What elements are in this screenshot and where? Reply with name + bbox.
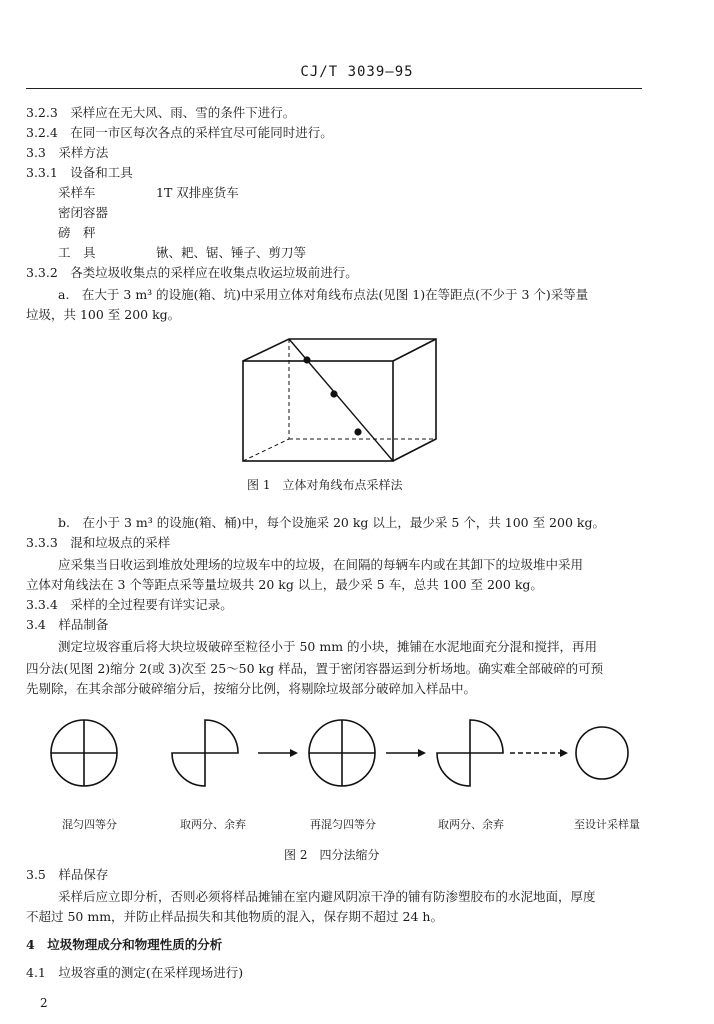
section-4-title: 4 垃圾物理成分和物理性质的分析 [26, 937, 223, 952]
cube-back-edges [243, 339, 436, 461]
sample-point-3 [354, 428, 361, 435]
section-3-4-line2: 四分法(见图 2)缩分 2(或 3)次至 25～50 kg 样品，置于密闭容器运到分析场地。确实难全部破碎的可预 [26, 661, 604, 676]
figure-2-label-2: 取两分、余弃 [180, 818, 246, 831]
equipment-name-4: 工 具 [58, 245, 96, 260]
step-3-quartered-circle [309, 720, 375, 786]
figure-2-caption: 图 2 四分法缩分 [284, 848, 380, 862]
section-3-4-title: 3.4 样品制备 [26, 617, 109, 632]
space-diagonal [289, 339, 393, 461]
clause-3-2-4: 3.2.4 在同一市区每次各点的采样宜尽可能同时进行。 [26, 125, 333, 140]
clause-4-1: 4.1 垃圾容重的测定(在采样现场进行) [26, 965, 244, 980]
cube-front-face [243, 361, 393, 461]
clause-3-3-4: 3.3.4 采样的全过程要有详实记录。 [26, 597, 233, 612]
section-3-5-title: 3.5 样品保存 [26, 867, 109, 882]
step-5-final-sample-circle [576, 727, 628, 779]
figure-2-label-3: 再混匀四等分 [310, 818, 376, 831]
step-1-quartered-circle [51, 720, 117, 786]
figure-2-quartering-diagram [40, 708, 640, 798]
clause-3-3-2: 3.3.2 各类垃圾收集点的采样应在收集点收运垃圾前进行。 [26, 265, 358, 280]
sample-point-2 [330, 390, 337, 397]
arrow-2 [386, 749, 426, 757]
cube-top-right-edge [393, 339, 436, 361]
header-rule [26, 88, 642, 89]
figure-2-label-4: 取两分、余弃 [438, 818, 504, 831]
step-2-two-quarters [172, 720, 238, 786]
section-3-4-line3: 先剔除，在其余部分破碎缩分后，按缩分比例，将剔除垃圾部分破碎加入样品中。 [26, 681, 477, 696]
clause-3-3-2-b: b. 在小于 3 m³ 的设施(箱、桶)中，每个设施采 20 kg 以上，最少采 5 个，共 100 至 200 kg。 [58, 515, 605, 530]
figure-1-cube-diagram [240, 336, 440, 466]
step-4-two-quarters [437, 720, 503, 786]
page-number: 2 [40, 996, 48, 1010]
standard-code-header: CJ/T 3039—95 [300, 64, 414, 80]
figure-2-label-1: 混匀四等分 [62, 818, 117, 831]
clause-3-3-3: 3.3.3 混和垃圾点的采样 [26, 535, 171, 550]
clause-3-3-1: 3.3.1 设备和工具 [26, 165, 133, 180]
equipment-name-3: 磅 秤 [58, 225, 96, 240]
figure-1-caption: 图 1 立体对角线布点采样法 [247, 478, 403, 492]
section-3-3-title: 3.3 采样方法 [26, 145, 109, 160]
equipment-name-2: 密闭容器 [58, 205, 109, 220]
sample-point-1 [303, 356, 310, 363]
dashed-arrow [510, 749, 568, 757]
clause-3-2-3: 3.2.3 采样应在无大风、雨、雪的条件下进行。 [26, 105, 296, 120]
section-3-5-line1: 采样后应立即分析，否则必须将样品摊铺在室内避风阴凉干净的铺有防渗塑胶布的水泥地面，厚度 [58, 889, 596, 904]
clause-3-3-3-line1: 应采集当日收运到堆放处理场的垃圾车中的垃圾，在间隔的每辆车内或在其卸下的垃圾堆中采用 [58, 557, 584, 572]
equipment-name-1: 采样车 [58, 185, 96, 200]
clause-3-3-3-line2: 立体对角线法在 3 个等距点采等量垃圾共 20 kg 以上，最少采 5 车，总共 100 至 200 kg。 [26, 577, 543, 592]
section-3-4-line1: 测定垃圾容重后将大块垃圾破碎至粒径小于 50 mm 的小块，摊铺在水泥地面充分混和搅拌，再用 [58, 639, 598, 654]
cube-hidden-depth-edge [243, 439, 289, 461]
equipment-value-1: 1T 双排座货车 [156, 185, 239, 200]
figure-2-label-5: 至设计采样量 [574, 818, 640, 831]
equipment-value-4: 锹、耙、锯、锤子、剪刀等 [156, 245, 307, 260]
arrow-1 [258, 749, 298, 757]
clause-3-3-2-a-line1: a. 在大于 3 m³ 的设施(箱、坑)中采用立体对角线布点法(见图 1)在等距点(不少于 3 个)采等量 [58, 287, 589, 302]
section-3-5-line2: 不超过 50 mm，并防止样品损失和其他物质的混入，保存期不超过 24 h。 [26, 909, 443, 924]
clause-3-3-2-a-line2: 垃圾，共 100 至 200 kg。 [26, 307, 181, 322]
